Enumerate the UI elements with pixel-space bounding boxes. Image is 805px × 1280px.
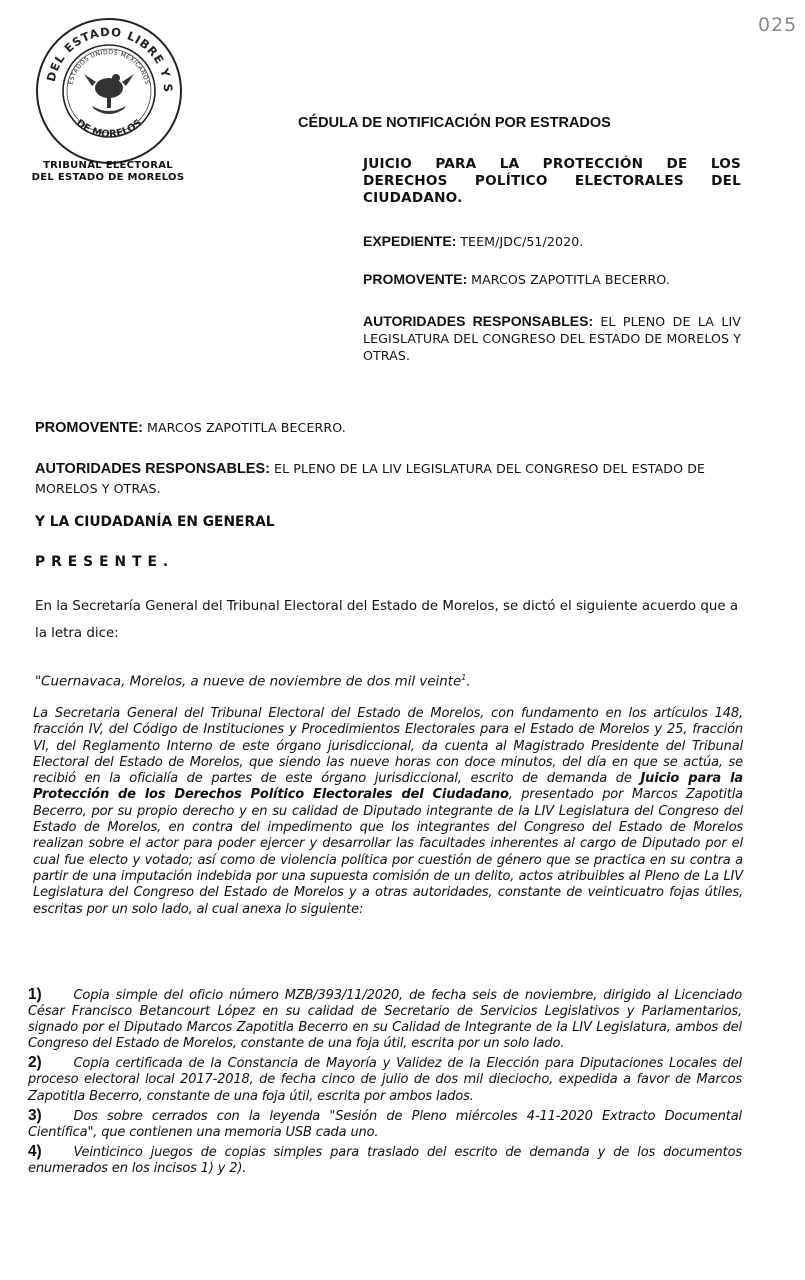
list-item-text: Veinticinco juegos de copias simples para traslado del escrito de demanda y de los documentos enumerados en los incisos 1) y 2). <box>28 1144 742 1176</box>
seal-inner-text: ESTADOS UNIDOS MEXICANOS <box>67 48 151 86</box>
list-item-text: Copia certificada de la Constancia de Mayoría y Validez de la Elección para Diputaciones Locales del proceso electoral local 2017-2018, de fecha cinco de julio de dos mil dieciocho, expedida a favor de Marcos Zapotitla Becerro, constante de una foja útil, escrita por ambos lados. <box>28 1056 742 1104</box>
date-line <box>35 668 745 691</box>
date-text: "Cuernavaca, Morelos, a nueve de noviembre de dos mil veinte <box>35 674 462 690</box>
list-item <box>28 1144 742 1177</box>
expediente-label: EXPEDIENTE: <box>363 233 457 249</box>
autoridades-label: AUTORIDADES RESPONSABLES: <box>363 313 594 329</box>
list-item <box>28 1055 742 1104</box>
juicio-heading: JUICIO PARA LA PROTECCIÓN DE LOS DERECHOS POLÍTICO ELECTORALES DEL CIUDADANO. <box>363 156 741 206</box>
intro-paragraph: En la Secretaría General del Tribunal Electoral del Estado de Morelos, se dictó el siguiente acuerdo que a la letra dice: <box>35 599 739 641</box>
autoridades-value: EL PLENO DE LA LIV LEGISLATURA DEL CONGRESO DEL ESTADO DE MORELOS Y OTRAS. <box>35 461 706 496</box>
state-seal-logo <box>34 16 184 166</box>
recipient-ciudadania: Y LA CIUDADANÍA EN GENERAL <box>35 514 275 530</box>
seal-ring-top-text: DEL ESTADO LIBRE Y S <box>43 24 176 94</box>
document-title: CÉDULA DE NOTIFICACIÓN POR ESTRADOS <box>298 115 611 131</box>
recipient-autoridades <box>35 459 745 499</box>
list-item <box>28 1108 742 1141</box>
acuerdo-text-part2: , presentado por Marcos Zapotitla Becerro, por su propio derecho y en su calidad de Diputado integrante de la LIV Legislatura del Congreso del Estado de Morelos, en contra del impedimento que los integrantes del Congreso del Estado de Morelos realizan sobre el actor para poder ejercer y desarrollar las facultades inherentes al cargo de Diputado por el cual fue electo y votado; así como de violencia política por cuestión de género que se practica en su contra a partir de una imputación indebida por una supuesta comisión de un delito, actos atribuibles al Pleno de La LIV Legislatura del Congreso del Estado de Morelos y a otras autoridades, constante de veinticuatro fojas útiles, escritas por un solo lado, al cual anexa lo siguiente: <box>33 787 743 917</box>
promovente-label: PROMOVENTE: <box>363 271 468 287</box>
acuerdo-text-part1: La Secretaria General del Tribunal Electoral del Estado de Morelos, con fundamento en los artículos 148, fracción IV, del Código de Instituciones y Procedimientos Electorales para el Estado de Morelos y 25, fracción VI, del Reglamento Interno de este órgano jurisdiccional, da cuenta al Magistrado Presidente del Tribunal Electoral del Estado de Morelos, que siendo las nueve horas con doce minutos, del día en que se actúa, se recibió en la oficialía de partes de este órgano jurisdiccional, escrito de demanda de <box>33 706 743 787</box>
date-end: . <box>466 674 471 690</box>
promovente-value: MARCOS ZAPOTITLA BECERRO. <box>146 420 346 435</box>
svg-text:DE MORELOS <box>74 118 145 141</box>
autoridades-field <box>363 313 741 364</box>
tribunal-caption <box>18 160 198 184</box>
autoridades-value: EL PLENO DE LA LIV LEGISLATURA DEL CONGRESO DEL ESTADO DE MORELOS Y OTRAS. <box>363 314 742 363</box>
list-item-number: 2) <box>28 1054 42 1072</box>
acuerdo-text-bold: Juicio para la Protección de los Derechos Político Electorales del Ciudadano <box>33 771 743 803</box>
seal-ring-bottom-text: DE MORELOS <box>73 117 145 141</box>
recipient-promovente <box>35 418 745 438</box>
promovente-label: PROMOVENTE: <box>35 420 143 436</box>
footnote-marker: 1 <box>461 673 467 682</box>
list-item-text: Copia simple del oficio número MZB/393/11/2020, de fecha seis de noviembre, dirigido al Licenciado César Francisco Betancourt López en su calidad de Secretario de Servicios Legislativos y Parlamentarios, signado por el Diputado Marcos Zapotitla Becerro en su Calidad de Integrante de la LIV Legislatura, ambos del Congreso del Estado de Morelos, constante de una foja útil, escrita por un solo lado. <box>28 988 742 1052</box>
list-item-number: 1) <box>28 986 42 1003</box>
list-item-text: Dos sobre cerrados con la leyenda "Sesión de Pleno miércoles 4-11-2020 Extracto Documental Científica", que contienen una memoria USB cada uno. <box>28 1108 742 1140</box>
page-number: 025 <box>758 14 798 36</box>
promovente-value: MARCOS ZAPOTITLA BECERRO. <box>471 272 670 287</box>
annex-list <box>28 987 742 1180</box>
list-item-number: 4) <box>28 1142 42 1160</box>
presente-heading: PRESENTE. <box>35 554 175 570</box>
expediente-value: TEEM/JDC/51/2020. <box>460 234 584 249</box>
list-item <box>28 987 742 1052</box>
promovente-field <box>363 271 741 288</box>
autoridades-label: AUTORIDADES RESPONSABLES: <box>35 461 270 477</box>
expediente-field <box>363 233 741 250</box>
list-item-number: 3) <box>28 1106 42 1124</box>
tribunal-caption-line: DEL ESTADO DE MORELOS <box>31 172 185 183</box>
tribunal-caption-line: TRIBUNAL ELECTORAL <box>43 160 173 171</box>
seal-emblem-icon <box>34 16 184 166</box>
acuerdo-paragraph <box>33 706 743 918</box>
